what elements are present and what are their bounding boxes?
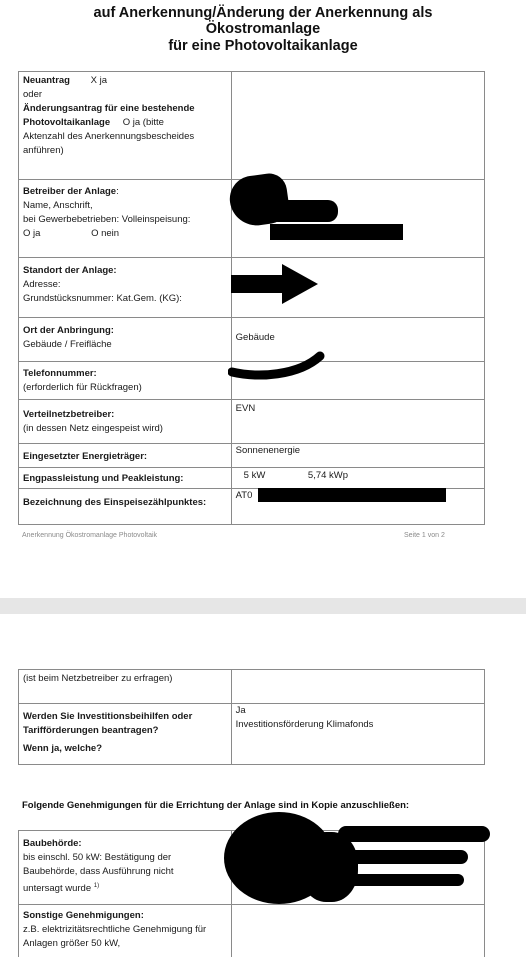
footer-left: Anerkennung Ökostromanlage Photovoltaik [22, 532, 158, 539]
field-grid-operator-note-value[interactable] [231, 670, 484, 704]
cell-phone-label [19, 362, 232, 400]
form-title-line-3: für eine Photovoltaikanlage [168, 38, 358, 54]
redaction-scribble-permits-2 [300, 832, 358, 902]
text-baubehoerde-3: untersagt wurde [23, 883, 92, 895]
label-aenderungsantrag: Änderungsantrag für eine bestehende [23, 103, 195, 114]
note-anfuehren: anführen) [23, 145, 64, 156]
label-neuantrag: Neuantrag [23, 75, 70, 86]
checkbox-neuantrag-ja[interactable]: X ja [90, 75, 107, 86]
radio-volleinspeisung-ja[interactable]: O ja [23, 228, 41, 239]
label-baubehoerde: Baubehörde: [23, 838, 82, 849]
label-investitionsbeihilfen: Werden Sie Investitionsbeihilfen oder [23, 711, 193, 722]
label-standort: Standort der Anlage: [23, 265, 117, 276]
field-other-permits-value[interactable] [231, 905, 484, 957]
row-grid-operator [19, 400, 485, 444]
cell-capacity-values [231, 468, 484, 489]
permits-heading: Folgende Genehmigungen für die Errichtung der Anlage sind in Kopie anzuschließen: [22, 800, 410, 811]
text-oder: oder [23, 89, 43, 100]
redaction-arrow-shaft [231, 275, 283, 293]
label-tarifforderungen: Tarifförderungen beantragen? [23, 725, 159, 736]
cell-investment-value [231, 704, 484, 765]
cell-energy-source-label [19, 444, 232, 468]
field-energy-source-value[interactable]: Sonnenenergie [231, 444, 484, 468]
cell-mounting-label [19, 318, 232, 362]
field-mounting-value[interactable]: Gebäude [231, 318, 484, 362]
text-name-anschrift: Name, Anschrift, [23, 200, 93, 211]
text-baubehoerde-1: bis einschl. 50 kW: Bestätigung der [23, 852, 172, 863]
field-peakleistung-kwp[interactable]: 5,74 kWp [307, 470, 349, 481]
row-capacity [19, 468, 485, 489]
row-energy-source [19, 444, 485, 468]
redaction-stroke-permits-1 [338, 826, 490, 842]
cell-which-label [19, 740, 232, 764]
field-investment-answer[interactable]: Ja [235, 705, 246, 716]
label-engpassleistung: Engpassleistung und Peakleistung: [23, 473, 184, 484]
redaction-arrow-head [282, 264, 318, 304]
form-title-line-1: auf Anerkennung/Änderung der Anerkennung als [93, 5, 433, 21]
page-separator [0, 598, 526, 614]
radio-volleinspeisung-nein[interactable]: O nein [91, 228, 120, 239]
cell-grid-operator-note: (ist beim Netzbetreiber zu erfragen) [19, 670, 232, 704]
row-grid-operator-note [19, 670, 485, 704]
text-baubehoerde-2: Baubehörde, dass Ausführung nicht [23, 866, 174, 877]
field-metering-point-value[interactable]: AT0 [231, 489, 484, 525]
funding-table [18, 669, 485, 765]
text-rueckfragen: (erforderlich für Rückfragen) [23, 382, 142, 393]
label-betreiber: Betreiber der Anlage [23, 186, 117, 197]
label-sonstige-genehmigungen: Sonstige Genehmigungen: [23, 910, 144, 921]
text-sonstige-2: Anlagen größer 50 kW, [23, 938, 121, 949]
cell-location-label [19, 258, 232, 318]
application-form-table [18, 71, 485, 525]
label-verteilnetzbetreiber: Verteilnetzbetreiber: [23, 409, 115, 420]
field-investment-detail[interactable]: Investitionsförderung Klimafonds [235, 719, 374, 730]
label-betreiber-colon: : [116, 186, 119, 197]
text-adresse: Adresse: [23, 279, 61, 290]
redaction-blob-operator [268, 200, 338, 222]
label-photovoltaikanlage: Photovoltaikanlage [23, 117, 111, 128]
field-grid-operator-value[interactable]: EVN [231, 400, 484, 444]
redaction-stroke-permits-3 [338, 874, 464, 886]
footer-page-number: Seite 1 von 2 [404, 532, 445, 539]
cell-metering-point-label [19, 489, 232, 525]
form-title-line-2: Ökostromanlage [205, 21, 321, 37]
cell-capacity-label [19, 468, 232, 489]
cell-building-authority-label [19, 831, 232, 905]
redaction-bar-metering-point [258, 488, 446, 502]
field-engpassleistung-kw[interactable]: 5 kW [243, 470, 266, 481]
cell-application-type-label [19, 72, 232, 180]
text-sonstige-1: z.B. elektrizitätsrechtliche Genehmigung für [23, 924, 207, 935]
cell-investment-label [19, 704, 232, 741]
checkbox-aenderung-ja[interactable]: O ja (bitte [122, 117, 164, 128]
cell-operator-label [19, 180, 232, 258]
label-ort-anbringung: Ort der Anbringung: [23, 325, 114, 336]
row-investment-support [19, 704, 485, 741]
field-application-type-value[interactable] [231, 72, 484, 180]
note-aktenzahl: Aktenzahl des Anerkennungsbescheides [23, 131, 195, 142]
footnote-marker: 1) [93, 883, 100, 889]
text-eingespeist: (in dessen Netz eingespeist wird) [23, 423, 163, 434]
label-energietraeger: Eingesetzter Energieträger: [23, 451, 148, 462]
redaction-bar-operator [270, 224, 403, 240]
text-volleinspeisung: bei Gewerbebetrieben: Volleinspeisung: [23, 214, 191, 225]
text-grundstuecksnummer: Grundstücksnummer: Kat.Gem. (KG): [23, 293, 182, 304]
cell-other-permits-label [19, 905, 232, 957]
row-other-permits [19, 905, 485, 957]
label-wenn-ja-welche: Wenn ja, welche? [23, 743, 103, 754]
label-telefonnummer: Telefonnummer: [23, 368, 97, 379]
redaction-curve-phone [228, 350, 328, 382]
cell-grid-operator-label [19, 400, 232, 444]
text-gebaeude-freiflaeche: Gebäude / Freifläche [23, 339, 112, 350]
label-einspeisezaehlpunkt: Bezeichnung des Einspeisezählpunktes: [23, 497, 207, 508]
row-application-type [19, 72, 485, 180]
redaction-stroke-permits-2 [336, 850, 468, 864]
